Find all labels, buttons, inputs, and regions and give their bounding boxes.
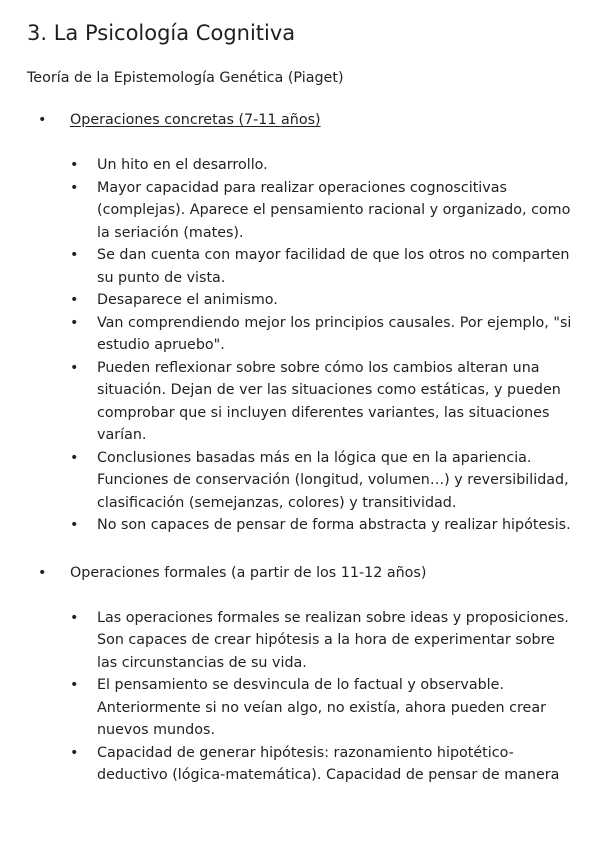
bullet-icon: • (70, 609, 79, 626)
bullet-icon: • (70, 247, 79, 263)
section-heading: Operaciones formales (a partir de los 11-12 años) (70, 564, 427, 581)
list-item-text: Capacidad de generar hipótesis: razonamiento hipotético-deductivo (lógica-matemática). Capacidad de pensar de manera (97, 744, 560, 783)
page-subtitle: Teoría de la Epistemología Genética (Piaget) (27, 70, 344, 86)
bullet-icon: • (70, 449, 79, 466)
list-item-text: Pueden reflexionar sobre sobre cómo los cambios alteran una situación. Dejan de ver las situaciones como estáticas, y pueden comprobar que si incluyen diferentes variantes, las situaciones varían. (97, 359, 561, 443)
bullet-list (70, 607, 572, 787)
list-item-text: Desaparece el animismo. (97, 292, 278, 308)
bullet-icon: • (70, 157, 79, 173)
list-item (70, 289, 572, 312)
list-item (70, 154, 572, 177)
list-item (70, 177, 572, 245)
list-item-text: Van comprendiendo mejor los principios causales. Por ejemplo, "si estudio apruebo". (97, 314, 572, 353)
bullet-icon: • (70, 292, 79, 308)
bullet-icon: • (70, 179, 79, 196)
list-item-text: Se dan cuenta con mayor facilidad de que los otros no comparten su punto de vista. (97, 247, 570, 286)
list-item-text: Las operaciones formales se realizan sobre ideas y proposiciones. Son capaces de crear hipótesis a la hora de experimentar sobre las circunstancias de su vida. (97, 609, 569, 671)
section-heading: Operaciones concretas (7-11 años) (70, 112, 321, 128)
list-item (70, 244, 572, 289)
list-item (70, 514, 572, 537)
bullet-icon: • (70, 677, 79, 693)
list-item-text: El pensamiento se desvincula de lo factual y observable. Anteriormente si no veían algo, no existía, ahora pueden crear nuevos mundos. (97, 677, 546, 738)
bullet-icon: • (38, 564, 47, 581)
list-item (70, 742, 572, 787)
list-item-text: Conclusiones basadas más en la lógica que en la apariencia. Funciones de conservación (longitud, volumen…) y reversibilidad, clasificación (semejanzas, colores) y transitividad. (97, 449, 569, 511)
list-item (70, 357, 572, 447)
bullet-icon: • (38, 112, 47, 128)
list-item-text: No son capaces de pensar de forma abstracta y realizar hipótesis. (97, 517, 571, 533)
section-operaciones-concretas (27, 110, 572, 537)
bullet-icon: • (70, 517, 79, 533)
list-item-text: Mayor capacidad para realizar operaciones cognoscitivas (complejas). Aparece el pensamiento racional y organizado, como la seriación (mates). (97, 179, 571, 241)
list-item (70, 607, 572, 675)
bullet-icon: • (70, 314, 79, 331)
list-item (70, 674, 572, 742)
bullet-icon: • (70, 744, 79, 761)
page-title: 3. La Psicología Cognitiva (27, 21, 296, 45)
bullet-list (70, 154, 572, 537)
list-item (70, 312, 572, 357)
bullet-icon: • (70, 359, 79, 376)
list-item (70, 447, 572, 515)
section-operaciones-formales (27, 563, 572, 787)
list-item-text: Un hito en el desarrollo. (97, 157, 268, 173)
